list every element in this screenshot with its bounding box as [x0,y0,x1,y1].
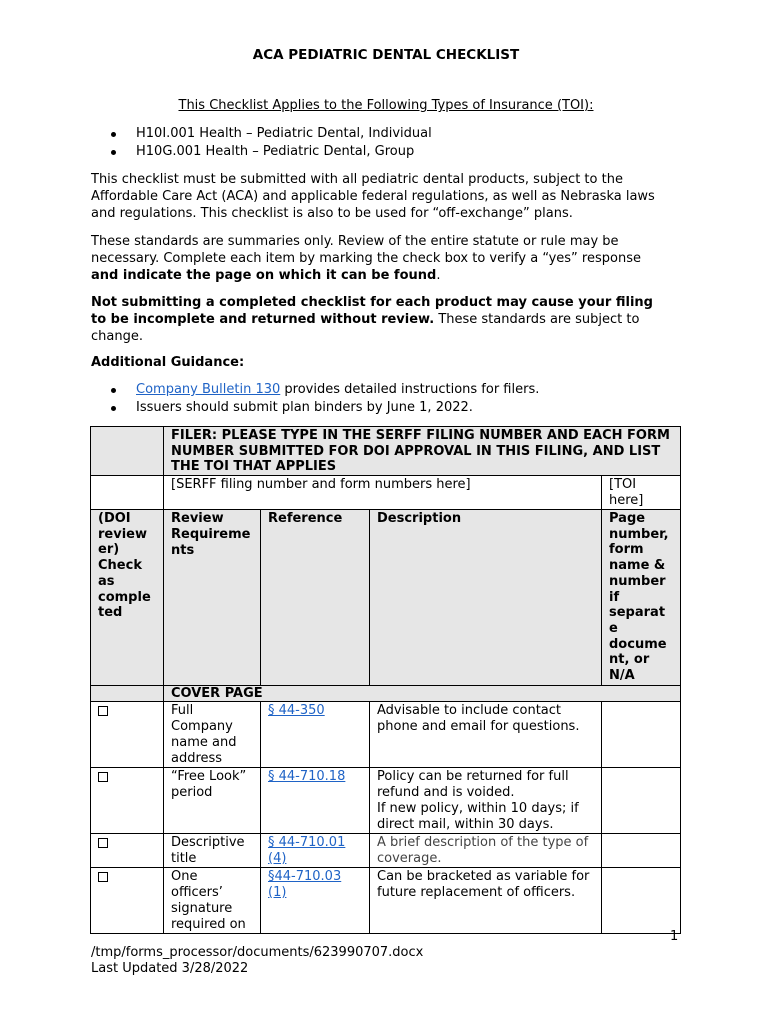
reference-cell [261,702,370,768]
page-number-field[interactable] [602,868,681,934]
checkbox[interactable] [98,706,108,716]
checklist-table [90,426,681,934]
bullet-icon [111,150,116,155]
check-cell [91,702,164,768]
checkbox[interactable] [98,838,108,848]
requirement-cell: Descriptive title [164,834,261,868]
footer-path: /tmp/forms_processor/documents/623990707.docx [91,945,424,960]
statute-link[interactable]: § 44-710.01 (4) [268,835,346,866]
check-cell [91,768,164,834]
table-row [91,868,681,934]
col-header-doi: (DOI review er) Check as comple ted [91,510,164,686]
bullet-icon [111,406,116,411]
toi-heading: This Checklist Applies to the Following Types of Insurance (TOI): [178,98,594,113]
requirement-cell: “Free Look” period [164,768,261,834]
page-number-field[interactable] [602,834,681,868]
col-header-review: Review Requireme nts [164,510,261,686]
check-cell [91,834,164,868]
page-number-field[interactable] [602,768,681,834]
table-corner-cell [91,427,164,476]
reference-cell [261,768,370,834]
statute-link[interactable]: § 44-350 [268,703,325,718]
description-cell: Can be bracketed as variable for future replacement of officers. [370,868,602,934]
requirement-cell: One officers’ signature required on [164,868,261,934]
footer [91,945,681,977]
document-title: ACA PEDIATRIC DENTAL CHECKLIST [252,47,520,63]
footer-updated: Last Updated 3/28/2022 [91,961,249,976]
checkbox[interactable] [98,772,108,782]
description-cell: A brief description of the type of coverage. [370,834,602,868]
col-header-page: Page number, form name & number if separat e docume nt, or N/A [602,510,681,686]
section-blank-cell [91,686,164,702]
checkbox[interactable] [98,872,108,882]
requirement-cell: Full Company name and address [164,702,261,768]
page-number-field[interactable] [602,702,681,768]
description-cell: Advisable to include contact phone and email for questions. [370,702,602,768]
table-row [91,768,681,834]
bullet-icon [111,132,116,137]
list-item: H10I.001 Health – Pediatric Dental, Individual [91,126,432,144]
reference-cell [261,834,370,868]
col-header-description: Description [370,510,602,686]
statute-link[interactable]: § 44-710.18 [268,769,346,784]
guidance-heading: Additional Guidance: [91,355,245,370]
statute-link[interactable]: §44-710.03 (1) [268,869,342,900]
section-cover-page: COVER PAGE [164,686,681,702]
check-cell [91,868,164,934]
table-row [91,702,681,768]
company-bulletin-link[interactable]: Company Bulletin 130 [136,382,281,397]
toi-list [91,126,432,161]
filer-header: FILER: PLEASE TYPE IN THE SERFF FILING NUMBER AND EACH FORM NUMBER SUBMITTED FOR DOI APPROVAL IN THIS FILING, AND LIST THE TOI THAT APPLIES [164,427,681,476]
list-item: Issuers should submit plan binders by June 1, 2022. [91,400,539,418]
col-header-reference: Reference [261,510,370,686]
toi-field[interactable]: [TOI here] [602,476,681,510]
description-cell: Policy can be returned for full refund and is voided. If new policy, within 10 days; if direct mail, within 30 days. [370,768,602,834]
reference-cell [261,868,370,934]
guidance-list [91,382,539,417]
standards-paragraph: These standards are summaries only. Review of the entire statute or rule may be necessary. Complete each item by marking the check box to verify a “yes” response and indicate the page on which it can be found. [91,234,641,283]
list-item: H10G.001 Health – Pediatric Dental, Group [91,144,432,162]
serff-number-field[interactable]: [SERFF filing number and form numbers here] [164,476,602,510]
page-number: 1 [670,929,679,944]
intro-paragraph: This checklist must be submitted with all pediatric dental products, subject to the Affordable Care Act (ACA) and applicable federal regulations, as well as Nebraska laws and regulations. This checklist is also to be used for “off-exchange” plans. [91,172,655,221]
bullet-icon [111,388,116,393]
blank-cell [91,476,164,510]
list-item: Company Bulletin 130 provides detailed instructions for filers. [91,382,539,400]
table-row [91,834,681,868]
warning-paragraph: Not submitting a completed checklist for each product may cause your filing to be incomplete and returned without review. These standards are subject to change. [91,295,653,344]
